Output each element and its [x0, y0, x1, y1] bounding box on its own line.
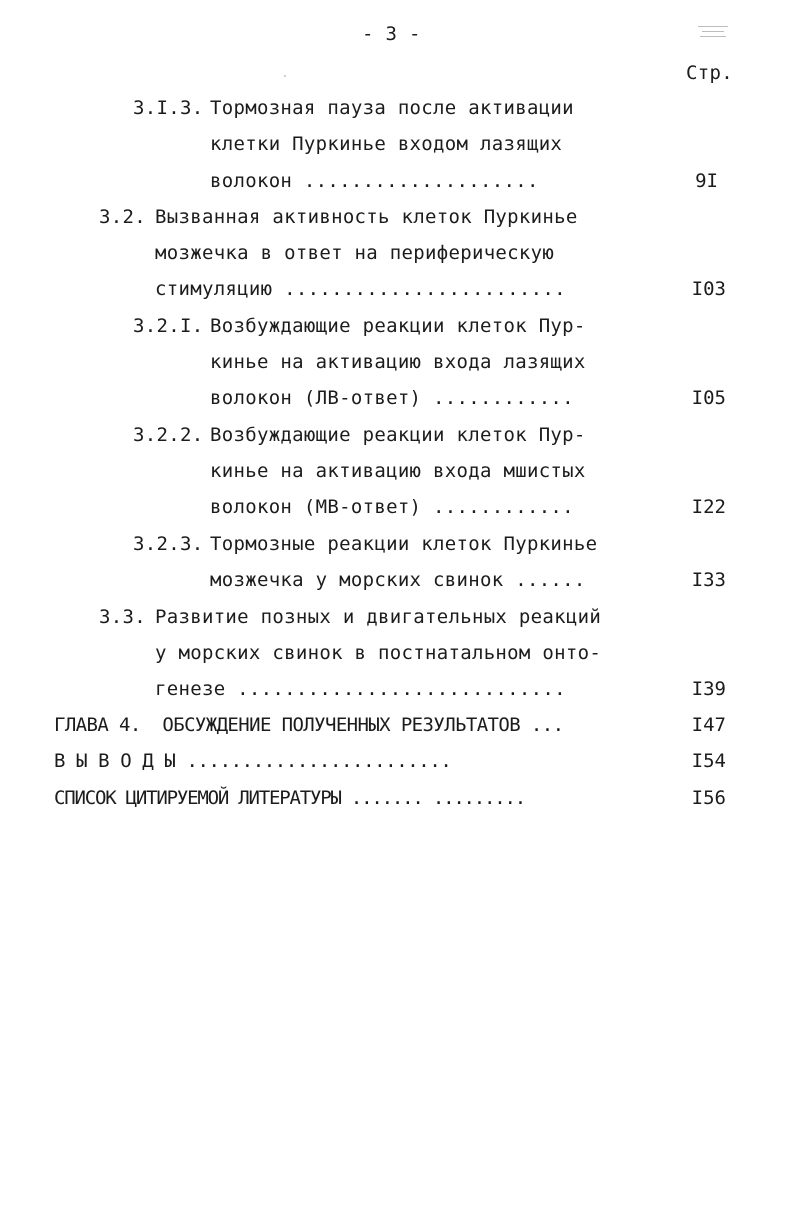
entry-page: I39	[691, 678, 726, 700]
page-column-label: Стр.	[686, 62, 733, 84]
entry-line: В Ы В О Д Ы ........................	[54, 750, 452, 772]
entry-line: генезе ............................	[155, 678, 566, 700]
entry-line: кинье на активацию входа мшистых	[210, 460, 586, 482]
entry-line: волокон (МВ-ответ) ............	[210, 496, 574, 518]
entry-number: 3.2.	[99, 206, 146, 228]
entry-line: у морских свинок в постнатальном онто-	[155, 642, 602, 664]
entry-page: I56	[691, 787, 726, 809]
entry-line: Возбуждающие реакции клеток Пур-	[210, 424, 586, 446]
corner-stamp-mark	[698, 24, 728, 38]
entry-line: Тормозная пауза после активации	[210, 97, 574, 119]
entry-number: 3.2.2.	[133, 424, 204, 446]
entry-page: I47	[691, 714, 726, 736]
entry-line: ГЛАВА 4. ОБСУЖДЕНИЕ ПОЛУЧЕННЫХ РЕЗУЛЬТАТОВ ...	[54, 714, 564, 736]
entry-page: I33	[691, 569, 726, 591]
entry-line: клетки Пуркинье входом лазящих	[210, 133, 563, 155]
scan-speck	[284, 75, 286, 77]
page-number: - 3 -	[362, 23, 421, 45]
entry-number: 3.2.3.	[133, 533, 204, 555]
entry-line: стимуляцию ........................	[155, 278, 566, 300]
entry-line: СПИСОК ЦИТИРУЕМОЙ ЛИТЕРАТУРЫ ....... .........	[54, 787, 525, 809]
entry-number: 3.2.I.	[133, 315, 204, 337]
entry-number: 3.3.	[99, 606, 146, 628]
entry-line: Развитие позных и двигательных реакций	[155, 606, 602, 628]
entry-line: мозжечка в ответ на периферическую	[155, 242, 555, 264]
entry-line: Вызванная активность клеток Пуркинье	[155, 206, 578, 228]
entry-page: I22	[691, 496, 726, 518]
entry-line: волокон ....................	[210, 170, 539, 192]
entry-page: I03	[691, 278, 726, 300]
entry-line: мозжечка у морских свинок ......	[210, 569, 586, 591]
entry-line: кинье на активацию входа лазящих	[210, 351, 586, 373]
entry-line: волокон (ЛВ-ответ) ............	[210, 387, 574, 409]
entry-number: 3.I.3.	[133, 97, 204, 119]
entry-page: I54	[691, 750, 726, 772]
entry-page: I05	[691, 387, 726, 409]
entry-page: 9I	[695, 170, 718, 192]
entry-line: Тормозные реакции клеток Пуркинье	[210, 533, 598, 555]
entry-line: Возбуждающие реакции клеток Пур-	[210, 315, 586, 337]
